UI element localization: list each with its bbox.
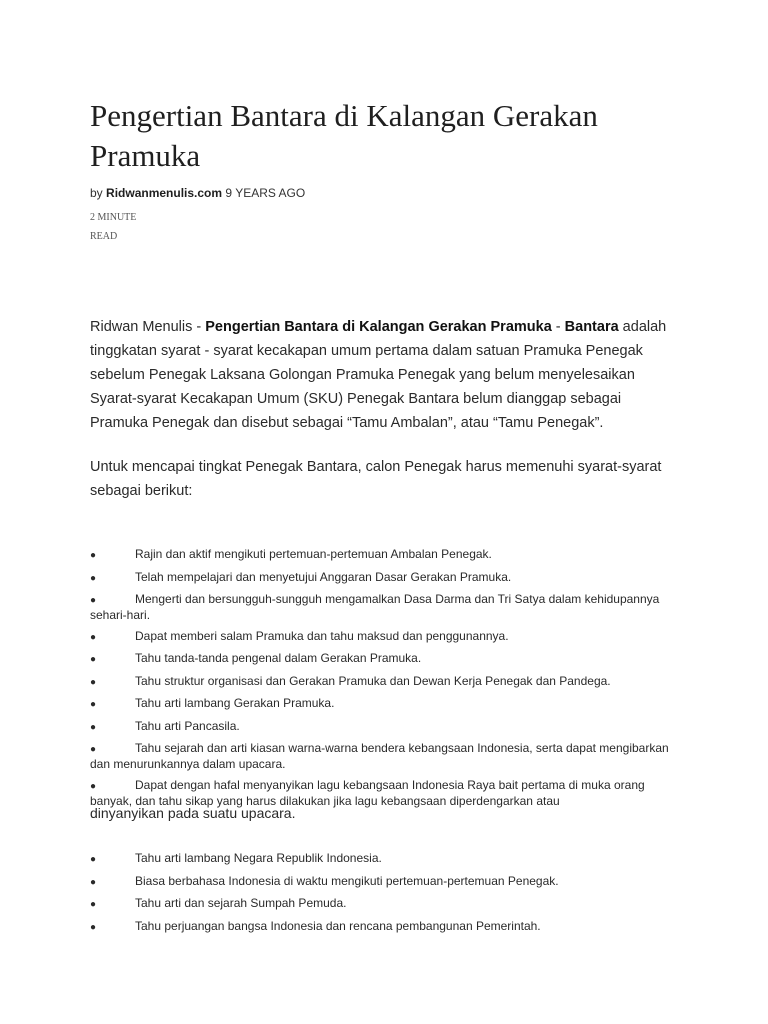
bullet-icon: ● [90, 780, 97, 792]
intro-rest: adalah tinggkatan syarat - syarat kecakapan umum pertama dalam satuan Pramuka Penegak sebelum Penegak Laksana Golongan Pramuka Penegak yang belum menyelesaikan Syarat-syarat Kecakapan Umum (SKU) Penegak Bantara belum dianggap sebagai Pramuka Penegak dan disebut sebagai “Tamu Ambalan”, atau “Tamu Penegak”. [90, 319, 667, 431]
bullet-icon: ● [90, 550, 97, 561]
article-title: Pengertian Bantara di Kalangan Gerakan Pramuka [90, 98, 598, 173]
list-item: ● Telah mempelajari dan menyetujui Anggaran Dasar Gerakan Pramuka. [90, 569, 512, 584]
list-item: ● Tahu arti lambang Negara Republik Indonesia. [90, 851, 382, 865]
intro-prefix: Ridwan Menulis - [90, 319, 206, 335]
article [90, 0, 680, 1024]
read-time-line-1: 2 MINUTE [90, 212, 137, 223]
bullet-icon: ● [90, 744, 97, 755]
bullet-icon: ● [90, 899, 97, 910]
bullet-icon: ● [90, 676, 97, 688]
requirements-intro-paragraph: Untuk mencapai tingkat Penegak Bantara, calon Penegak harus memenuhi syarat-syarat sebagai berikut: [90, 459, 662, 499]
list-item: ● Tahu arti Pancasila. [90, 718, 240, 733]
read-time-line-2: READ [90, 231, 118, 242]
list-item: ● Tahu sejarah dan arti kiasan warna-warna bendera kebangsaan Indonesia, serta dapat mengibarkan dan menurunkannya dalam upacara. [90, 741, 669, 771]
list-item: ● Dapat dengan hafal menyanyikan lagu kebangsaan Indonesia Raya bait pertama di muka orang banyak, dan tahu sikap yang harus dilakukan jika lagu kebangsaan diperdengarkan atau [90, 777, 645, 808]
bullet-icon: ● [90, 572, 97, 584]
list-item: ● Tahu arti dan sejarah Sumpah Pemuda. [90, 896, 347, 910]
author-link[interactable]: Ridwanmenulis.com [106, 186, 223, 200]
list-item: ● Tahu tanda-tanda pengenal dalam Gerakan Pramuka. [90, 651, 422, 665]
intro-bold-title: Pengertian Bantara di Kalangan Gerakan Pramuka [205, 319, 552, 335]
bullet-icon: ● [90, 876, 97, 888]
list-item: ● Tahu perjuangan bangsa Indonesia dan rencana pembangunan Pemerintah. [90, 918, 541, 933]
requirements-list-2 [90, 851, 680, 941]
bullet-icon: ● [90, 699, 97, 710]
bullet-icon: ● [90, 595, 97, 606]
bullet-icon: ● [90, 631, 97, 643]
bullet-icon: ● [90, 854, 97, 865]
requirements-list-1 [90, 547, 680, 814]
bullet-icon: ● [90, 921, 97, 933]
list-item: ● Dapat memberi salam Pramuka dan tahu maksud dan penggunannya. [90, 628, 509, 643]
list-item: ● Biasa berbahasa Indonesia di waktu mengikuti pertemuan-pertemuan Penegak. [90, 873, 559, 888]
list-item: ● Mengerti dan bersungguh-sungguh mengamalkan Dasa Darma dan Tri Satya dalam kehidupannya sehari-hari. [90, 592, 660, 622]
list-item: ● Tahu arti lambang Gerakan Pramuka. [90, 696, 335, 710]
bullet-icon: ● [90, 721, 97, 733]
by-label: by [90, 186, 103, 200]
list-item: ● Rajin dan aktif mengikuti pertemuan-pertemuan Ambalan Penegak. [90, 547, 492, 561]
continuation-text: dinyanyikan pada suatu upacara. [90, 805, 296, 821]
post-age: 9 YEARS AGO [225, 186, 306, 200]
list-item: ● Tahu struktur organisasi dan Gerakan Pramuka dan Dewan Kerja Penegak dan Pandega. [90, 673, 611, 688]
bullet-icon: ● [90, 654, 97, 665]
intro-paragraph [90, 315, 680, 435]
intro-bold-term: Bantara [564, 319, 619, 335]
byline [90, 186, 305, 200]
read-time [90, 208, 150, 246]
intro-dash: - [551, 319, 565, 335]
